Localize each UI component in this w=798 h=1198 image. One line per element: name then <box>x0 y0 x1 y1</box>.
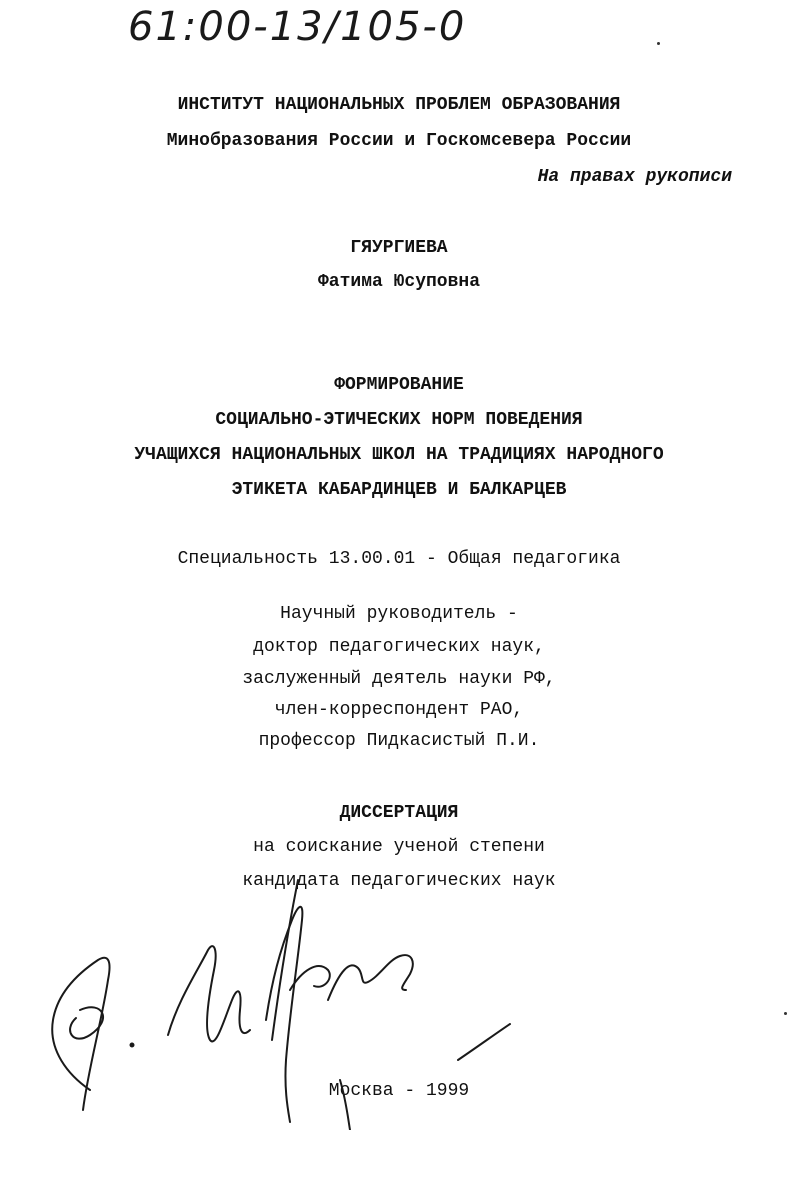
dissertation-line-1: на соискание ученой степени <box>253 837 545 857</box>
place-year: Москва - 1999 <box>328 1081 470 1101</box>
dissertation-heading: ДИССЕРТАЦИЯ <box>339 803 459 823</box>
title-line-1: ФОРМИРОВАНИЕ <box>334 375 464 395</box>
title-line-3: УЧАЩИХСЯ НАЦИОНАЛЬНЫХ ШКОЛ НА ТРАДИЦИЯХ НАРОДНОГО <box>134 445 664 465</box>
supervisor-line-3: заслуженный деятель науки РФ, <box>242 669 556 689</box>
dissertation-line-2: кандидата педагогических наук <box>242 871 556 891</box>
supervisor-line-5: профессор Пидкасистый П.И. <box>258 731 540 751</box>
institute-name: ИНСТИТУТ НАЦИОНАЛЬНЫХ ПРОБЛЕМ ОБРАЗОВАНИЯ <box>177 95 621 115</box>
supervisor-line-4: член-корреспондент РАО, <box>274 700 524 720</box>
handwritten-signature <box>28 860 588 1130</box>
archive-code: 61:00-13/105-0 <box>128 4 467 50</box>
author-given-names: Фатима Юсуповна <box>317 272 481 292</box>
title-line-2: СОЦИАЛЬНО-ЭТИЧЕСКИХ НОРМ ПОВЕДЕНИЯ <box>215 410 583 430</box>
ministry-name: Минобразования России и Госкомсевера России <box>166 131 632 151</box>
supervisor-line-2: доктор педагогических наук, <box>253 637 545 657</box>
author-surname: ГЯУРГИЕВА <box>350 238 448 258</box>
speck <box>657 42 660 45</box>
supervisor-line-1: Научный руководитель - <box>280 604 518 624</box>
specialty: Специальность 13.00.01 - Общая педагогика <box>177 549 621 569</box>
manuscript-note: На правах рукописи <box>537 167 732 187</box>
title-line-4: ЭТИКЕТА КАБАРДИНЦЕВ И БАЛКАРЦЕВ <box>231 480 567 500</box>
speck <box>784 1012 787 1015</box>
